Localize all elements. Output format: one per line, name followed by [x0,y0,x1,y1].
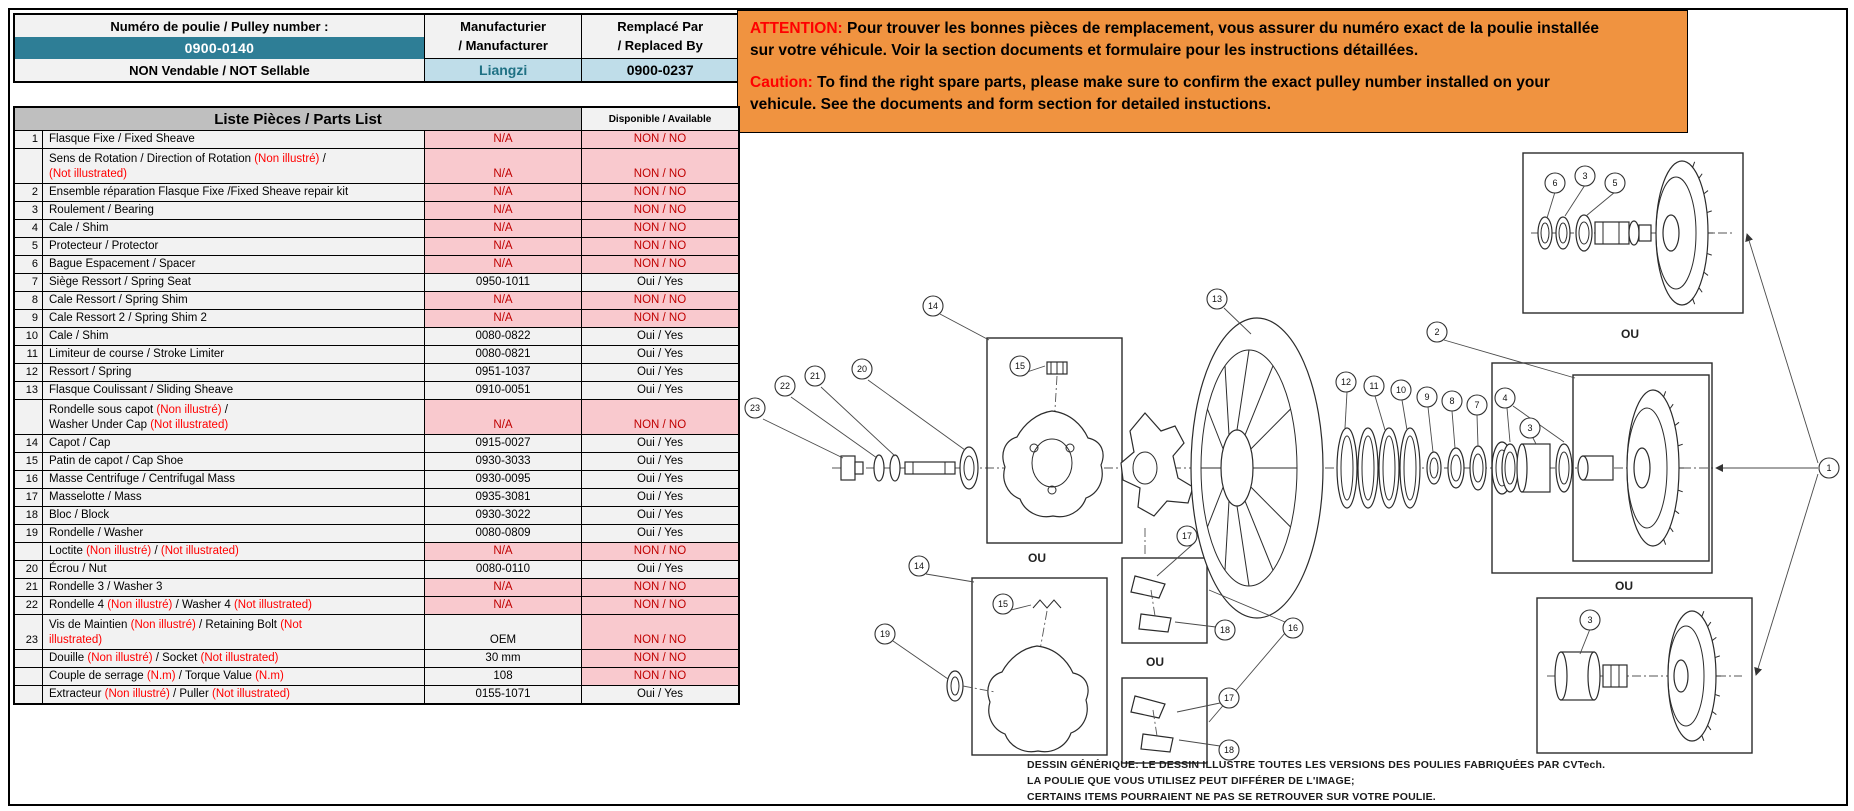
table-row: 22 Rondelle 4 (Non illustré) / Washer 4 (Not illustrated) N/A NON / NO [15,597,738,615]
table-row: Sens de Rotation / Direction of Rotation (Non illustré) / (Not illustrated) N/A NON / NO [15,149,738,184]
svg-text:17: 17 [1181,531,1193,541]
svg-text:19: 19 [879,629,891,639]
part-description: Rondelle sous capot (Non illustré) / Washer Under Cap (Not illustrated) [43,400,425,434]
replaced-by-label: Remplacé Par / Replaced By [617,18,704,53]
svg-text:15: 15 [1014,361,1026,371]
callout-1-lines [1716,234,1818,675]
manufacturer-label: Manufacturier / Manufacturer [458,18,548,53]
part-description: Masselotte / Mass [43,489,425,506]
pulley-number-label: Numéro de poulie / Pulley number : [110,18,329,34]
table-row: Loctite (Non illustré) / (Not illustrated) N/A NON / NO [15,543,738,561]
table-row: 19 Rondelle / Washer 0080-0809 Oui / Yes [15,525,738,543]
part-description: Ensemble réparation Flasque Fixe /Fixed Sheave repair kit [43,184,425,201]
svg-text:9: 9 [1424,392,1430,402]
table-row: 23 Vis de Maintien (Non illustré) / Retaining Bolt (Not illustrated) OEM NON / NO [15,615,738,650]
table-row: Couple de serrage (N.m) / Torque Value (N.m) 108 NON / NO [15,668,738,686]
table-row: 14 Capot / Cap 0915-0027 Oui / Yes [15,435,738,453]
attention-label-fr: ATTENTION: [750,20,843,37]
svg-text:3: 3 [1582,171,1588,181]
table-row: 2 Ensemble réparation Flasque Fixe /Fixed Sheave repair kit N/A NON / NO [15,184,738,202]
parts-table [13,106,740,705]
ramp-box-b [947,578,1107,755]
washer-row [1427,442,1512,494]
parts-rows [15,131,738,703]
pulley-number-column [15,15,424,81]
svg-text:15: 15 [997,599,1009,609]
table-row: 15 Patin de capot / Cap Shoe 0930-3033 Oui / Yes [15,453,738,471]
part-description: Couple de serrage (N.m) / Torque Value (N.m) [43,668,425,685]
svg-text:10: 10 [1395,385,1407,395]
part-description: Roulement / Bearing [43,202,425,219]
part-description: Cale / Shim [43,328,425,345]
cap-shoe-box-1 [1122,558,1207,643]
parts-table-header [15,108,738,131]
or-labels [1028,327,1639,669]
svg-text:6: 6 [1552,178,1558,188]
table-row: 10 Cale / Shim 0080-0822 Oui / Yes [15,328,738,346]
table-row: 17 Masselotte / Mass 0935-3081 Oui / Yes [15,489,738,507]
svg-text:7: 7 [1474,400,1480,410]
table-row: 1 Flasque Fixe / Fixed Sheave N/A NON / NO [15,131,738,149]
svg-text:16: 16 [1287,623,1299,633]
part-description: Bloc / Block [43,507,425,524]
table-row: Douille (Non illustré) / Socket (Not illustrated) 30 mm NON / NO [15,650,738,668]
part-description: Protecteur / Protector [43,238,425,255]
table-row: 21 Rondelle 3 / Washer 3 N/A NON / NO [15,579,738,597]
svg-text:13: 13 [1211,294,1223,304]
part-description: Sens de Rotation / Direction of Rotation (Non illustré) / (Not illustrated) [43,149,425,183]
svg-text:14: 14 [913,561,925,571]
part-description: Limiteur de course / Stroke Limiter [43,346,425,363]
attention-text-en: Caution: To find the right spare parts, please make sure to confirm the exact pulley number installed on your vehicule. See the documents and form section for detailed instuctions. [750,74,1550,113]
table-row: Extracteur (Non illustré) / Puller (Not illustrated) 0155-1071 Oui / Yes [15,686,738,703]
replaced-by-value: 0900-0237 [582,58,738,81]
table-row: 7 Siège Ressort / Spring Seat 0950-1011 Oui / Yes [15,274,738,292]
svg-text:3: 3 [1587,615,1593,625]
table-row: 11 Limiteur de course / Stroke Limiter 0080-0821 Oui / Yes [15,346,738,364]
table-row: 5 Protecteur / Protector N/A NON / NO [15,238,738,256]
table-row: Rondelle sous capot (Non illustré) / Washer Under Cap (Not illustrated) N/A NON / NO [15,400,738,435]
svg-text:5: 5 [1612,178,1618,188]
diagram-caption [1027,758,1605,803]
svg-text:CERTAINS ITEMS POURRAIENT NE P: CERTAINS ITEMS POURRAIENT NE PAS SE RETROUVER SUR VOTRE POULIE. [1027,791,1436,803]
svg-text:21: 21 [809,371,821,381]
table-row: 9 Cale Ressort 2 / Spring Shim 2 N/A NON / NO [15,310,738,328]
svg-text:18: 18 [1223,745,1235,755]
part-description: Masse Centrifuge / Centrifugal Mass [43,471,425,488]
cap-shoe-box-2 [1122,678,1207,763]
svg-text:LA POULIE QUE VOUS UTILISEZ PE: LA POULIE QUE VOUS UTILISEZ PEUT DIFFÉRER DE L'IMAGE; [1027,775,1355,787]
svg-text:18: 18 [1219,625,1231,635]
attention-box [737,10,1688,133]
svg-text:11: 11 [1369,381,1379,391]
part-description: Flasque Fixe / Fixed Sheave [43,131,425,148]
table-row: 8 Cale Ressort / Spring Shim N/A NON / NO [15,292,738,310]
svg-text:4: 4 [1502,393,1508,403]
parts-list-title: Liste Pièces / Parts List [15,108,582,130]
svg-text:22: 22 [779,381,791,391]
table-row: 4 Cale / Shim N/A NON / NO [15,220,738,238]
part-description: Bague Espacement / Spacer [43,256,425,273]
svg-text:8: 8 [1449,396,1455,406]
part-description: Patin de capot / Cap Shoe [43,453,425,470]
part-description: Extracteur (Non illustré) / Puller (Not illustrated) [43,686,425,703]
attention-text-fr: ATTENTION: Pour trouver les bonnes pièces de remplacement, vous assurer du numéro exact de la poulie installée sur votre véhicule. Voir la section documents et formulaire pour les instructions détaillées. [750,20,1600,59]
sliding-sheave [1191,318,1323,618]
part-description: Capot / Cap [43,435,425,452]
caution-label-en: Caution: [750,74,813,91]
table-row: 12 Ressort / Spring 0951-1037 Oui / Yes [15,364,738,382]
pulley-header-table [13,13,740,83]
svg-text:23: 23 [749,403,761,413]
table-row: 18 Bloc / Block 0930-3022 Oui / Yes [15,507,738,525]
part-description: Loctite (Non illustré) / (Not illustrated) [43,543,425,560]
svg-text:3: 3 [1527,423,1533,433]
available-header: Disponible / Available [582,108,738,130]
svg-text:1: 1 [1826,463,1832,473]
svg-text:OU: OU [1615,579,1633,593]
part-description: Douille (Non illustré) / Socket (Not illustrated) [43,650,425,667]
svg-text:OU: OU [1028,551,1046,565]
part-description: Écrou / Nut [43,561,425,578]
svg-text:12: 12 [1340,377,1352,387]
part-description: Rondelle 4 (Non illustré) / Washer 4 (Not illustrated) [43,597,425,614]
part-description: Rondelle / Washer [43,525,425,542]
part-description: Rondelle 3 / Washer 3 [43,579,425,596]
svg-text:OU: OU [1621,327,1639,341]
part-description: Ressort / Spring [43,364,425,381]
svg-text:2: 2 [1434,327,1440,337]
part-description: Cale Ressort 2 / Spring Shim 2 [43,310,425,327]
svg-text:OU: OU [1146,655,1164,669]
pulley-number-value: 0900-0140 [15,37,424,59]
table-row: 16 Masse Centrifuge / Centrifugal Mass 0930-0095 Oui / Yes [15,471,738,489]
manufacturer-value: Liangzi [425,58,582,81]
table-row: 20 Écrou / Nut 0080-0110 Oui / Yes [15,561,738,579]
spring-stack [1337,428,1420,508]
table-row: 6 Bague Espacement / Spacer N/A NON / NO [15,256,738,274]
svg-text:17: 17 [1223,693,1235,703]
part-description: Cale / Shim [43,220,425,237]
ramp-box-a [987,338,1122,543]
svg-text:14: 14 [927,301,939,311]
sellable-status: NON Vendable / NOT Sellable [129,62,310,78]
svg-text:DESSIN GÉNÉRIQUE: LE DESSIN IL: DESSIN GÉNÉRIQUE: LE DESSIN ILLUSTRE TOUTES LES VERSIONS DES POULIES FABRIQUÉES PAR CVTech. [1027,759,1606,771]
exploded-diagram [737,138,1847,805]
part-description: Cale Ressort / Spring Shim [43,292,425,309]
part-description: Siège Ressort / Spring Seat [43,274,425,291]
table-row: 3 Roulement / Bearing N/A NON / NO [15,202,738,220]
replaced-by-column [581,15,738,81]
part-description: Vis de Maintien (Non illustré) / Retaining Bolt (Not illustrated) [43,615,425,649]
part-description: Flasque Coulissant / Sliding Sheave [43,382,425,399]
table-row: 13 Flasque Coulissant / Sliding Sheave 0910-0051 Oui / Yes [15,382,738,400]
svg-text:20: 20 [856,364,868,374]
manufacturer-column [424,15,582,81]
